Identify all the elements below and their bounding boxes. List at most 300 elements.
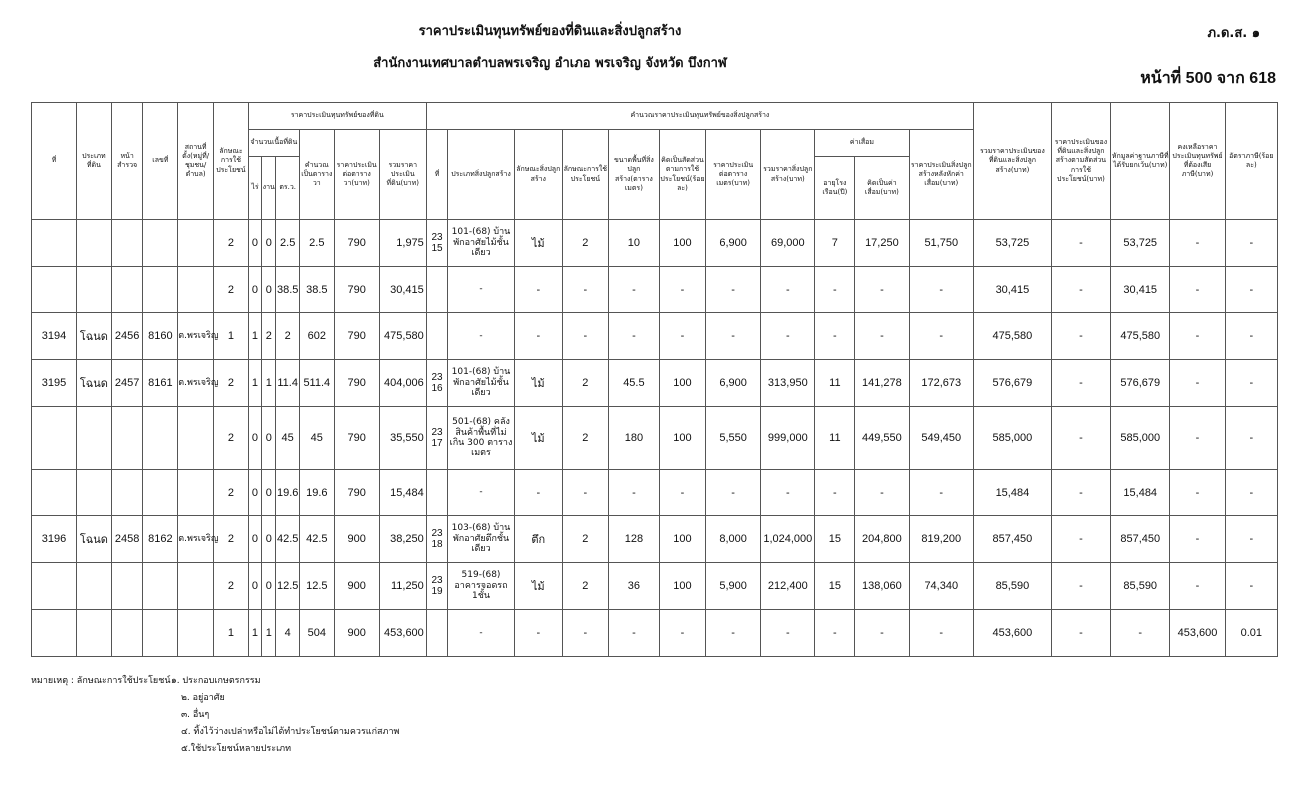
cell-land-type [77,610,112,657]
cell-rai: 1 [248,360,261,407]
col-land-total: รวมราคาประเมินที่ดิน(บาท) [379,130,426,220]
cell-share: - [1051,313,1110,360]
col-dep-amount: คิดเป็นค่าเสื่อม(บาท) [855,157,909,220]
cell-btype: - [448,470,514,516]
cell-btype: - [448,313,514,360]
cell-ngan: 0 [262,407,276,470]
cell-btotal: 212,400 [761,563,815,610]
table-row [32,220,1278,267]
cell-rate: - [1225,516,1277,563]
col-bld-price-sqm: ราคาประเมินต่อตารางเมตร(บาท) [705,130,760,220]
cell-land-total: 11,250 [379,563,426,610]
col-bld-type: ประเภทสิ่งปลูกสร้าง [448,130,514,220]
cell-sqwa: 45 [276,407,300,470]
cell-use: 2 [214,470,249,516]
cell-dep: 141,278 [855,360,909,407]
bld-no-line: 18 [431,539,443,550]
cell-no: 3194 [32,313,77,360]
cell-bkind: ตึก [514,516,562,563]
cell-no [32,610,77,657]
form-code: ภ.ด.ส. ๑ [1207,26,1260,41]
col-group-building: คำนวณราคาประเมินทุนทรัพย์ของสิ่งปลูกสร้าง [426,103,973,130]
cell-sqwa: 42.5 [276,516,300,563]
cell-total: 475,580 [974,313,1052,360]
cell-btype: - [448,267,514,313]
cell-bpct: - [659,313,705,360]
cell-barea: 10 [608,220,659,267]
cell-barea: - [608,470,659,516]
cell-calc: 19.6 [299,470,334,516]
cell-bkind: ไม้ [514,407,562,470]
cell-remain: - [1170,360,1225,407]
cell-bld-no [426,220,447,267]
bld-no-line: 23 [431,575,443,586]
cell-location: ต.พรเจริญ [178,516,214,563]
cell-bpct: 100 [659,360,705,407]
note-item: ๔. ทิ้งไว้ว่างเปล่าหรือไม่ได้ทำประโยชน์ตามควรแก่สภาพ [181,727,400,737]
cell-rate: - [1225,407,1277,470]
cell-bprice: - [705,267,760,313]
cell-dep: 449,550 [855,407,909,470]
cell-location [178,220,214,267]
cell-deduct: 53,725 [1111,220,1170,267]
cell-rai: 0 [248,220,261,267]
cell-page [111,407,143,470]
col-remaining: คงเหลือราคาประเมินทุนทรัพย์ที่ต้องเสียภาษี(บาท) [1170,103,1225,220]
table-row [32,610,1278,657]
cell-parcel: 8162 [143,516,178,563]
cell-price: 900 [334,563,379,610]
cell-ngan: 2 [262,313,276,360]
cell-dep: 17,250 [855,220,909,267]
cell-parcel [143,267,178,313]
cell-bld-no [426,470,447,516]
cell-after: 819,200 [909,516,974,563]
cell-btotal: 999,000 [761,407,815,470]
cell-total: 585,000 [974,407,1052,470]
col-bld-after-dep: ราคาประเมินสิ่งปลูกสร้างหลังหักค่าเสื่อม(บาท) [909,130,974,220]
cell-age: 7 [815,220,855,267]
col-ngan: งาน [262,157,276,220]
cell-age: 15 [815,516,855,563]
cell-ngan: 0 [262,563,276,610]
cell-after: 172,673 [909,360,974,407]
cell-parcel: 8160 [143,313,178,360]
cell-rai: 0 [248,267,261,313]
cell-buse: - [562,470,608,516]
cell-share: - [1051,267,1110,313]
cell-parcel [143,610,178,657]
cell-ngan: 1 [262,360,276,407]
cell-land-total: 453,600 [379,610,426,657]
cell-dep: - [855,267,909,313]
cell-bprice: - [705,610,760,657]
cell-after: - [909,267,974,313]
cell-age: - [815,313,855,360]
cell-rate: - [1225,360,1277,407]
cell-bkind: - [514,313,562,360]
cell-location [178,470,214,516]
cell-calc: 602 [299,313,334,360]
cell-total: 53,725 [974,220,1052,267]
cell-land-total: 38,250 [379,516,426,563]
cell-page: 2457 [111,360,143,407]
bld-no-line: 23 [431,372,443,383]
cell-remain: - [1170,313,1225,360]
cell-barea: - [608,267,659,313]
cell-use: 2 [214,267,249,313]
cell-total: 576,679 [974,360,1052,407]
cell-dep: 204,800 [855,516,909,563]
cell-age: - [815,267,855,313]
cell-bprice: 6,900 [705,360,760,407]
cell-location: ต.พรเจริญ [178,360,214,407]
col-bld-area: ขนาดพื้นที่สิ่งปลูกสร้าง(ตารางเมตร) [608,130,659,220]
cell-bld-no [426,610,447,657]
cell-parcel [143,407,178,470]
cell-remain: 453,600 [1170,610,1225,657]
col-bld-pct: คิดเป็นสัดส่วนตามการใช้ประโยชน์(ร้อยละ) [659,130,705,220]
bld-no-line: 15 [431,243,443,254]
cell-age: 11 [815,407,855,470]
cell-total: 85,590 [974,563,1052,610]
cell-dep: - [855,470,909,516]
cell-after: 549,450 [909,407,974,470]
cell-use: 2 [214,360,249,407]
cell-total: 453,600 [974,610,1052,657]
cell-bkind: - [514,610,562,657]
col-age: อายุโรงเรือน(ปี) [815,157,855,220]
cell-land-type [77,220,112,267]
col-sqwa: ตร.ว. [276,157,300,220]
cell-deduct: 30,415 [1111,267,1170,313]
cell-land-total: 30,415 [379,267,426,313]
cell-land-type [77,470,112,516]
cell-use: 2 [214,563,249,610]
cell-deduct: 576,679 [1111,360,1170,407]
cell-calc: 38.5 [299,267,334,313]
cell-page [111,470,143,516]
cell-sqwa: 38.5 [276,267,300,313]
cell-btotal: - [761,470,815,516]
cell-price: 790 [334,360,379,407]
cell-total: 15,484 [974,470,1052,516]
cell-btotal: - [761,610,815,657]
cell-rai: 1 [248,610,261,657]
cell-land-total: 15,484 [379,470,426,516]
col-land-use: ลักษณะการใช้ประโยชน์ [214,103,249,220]
cell-calc: 511.4 [299,360,334,407]
cell-bpct: - [659,470,705,516]
cell-use: 2 [214,220,249,267]
col-location: สถานที่ตั้ง(หมู่ที่/ชุมชน/ตำบล) [178,103,214,220]
cell-share: - [1051,470,1110,516]
cell-bpct: 100 [659,407,705,470]
note-item: ๓. อื่นๆ [181,710,210,720]
cell-dep: - [855,610,909,657]
cell-age: 11 [815,360,855,407]
cell-dep: 138,060 [855,563,909,610]
cell-btype: 501-(68) คลังสินค้าพื้นที่ไม่เกิน 300 ตารางเมตร [448,407,514,470]
cell-btype: 519-(68) อาคารจอดรถ 1ชั้น [448,563,514,610]
cell-ngan: 1 [262,610,276,657]
cell-share: - [1051,220,1110,267]
cell-land-type [77,267,112,313]
cell-calc: 504 [299,610,334,657]
note-item: ๑. ประกอบเกษตรกรรม [171,676,261,686]
cell-remain: - [1170,267,1225,313]
cell-location [178,267,214,313]
cell-rai: 0 [248,516,261,563]
cell-ngan: 0 [262,220,276,267]
assessment-table [31,102,1278,657]
cell-ngan: 0 [262,267,276,313]
cell-remain: - [1170,470,1225,516]
cell-btotal: 69,000 [761,220,815,267]
cell-total: 30,415 [974,267,1052,313]
cell-bpct: - [659,610,705,657]
cell-share: - [1051,360,1110,407]
cell-bkind: ไม้ [514,563,562,610]
cell-bprice: 6,900 [705,220,760,267]
cell-location [178,563,214,610]
cell-age: - [815,470,855,516]
cell-bprice: 5,550 [705,407,760,470]
col-group-depreciation: ค่าเสื่อม [815,130,909,157]
cell-no: 3195 [32,360,77,407]
cell-barea: 36 [608,563,659,610]
col-price-per-sqwa: ราคาประเมินต่อตารางวา(บาท) [334,130,379,220]
cell-parcel [143,470,178,516]
cell-no [32,220,77,267]
cell-price: 900 [334,610,379,657]
cell-share: - [1051,516,1110,563]
table-body [32,220,1278,657]
cell-after: - [909,313,974,360]
col-share-price: ราคาประเมินของที่ดินและสิ่งปลูกสร้างตามสัดส่วนการใช้ประโยชน์(บาท) [1051,103,1110,220]
cell-dep: - [855,313,909,360]
col-tax-rate: อัตราภาษี(ร้อยละ) [1225,103,1277,220]
cell-location [178,610,214,657]
cell-remain: - [1170,220,1225,267]
cell-no [32,407,77,470]
col-total-price: รวมราคาประเมินของที่ดินและสิ่งปลูกสร้าง(บาท) [974,103,1052,220]
col-deduction: หักมูลค่าฐานภาษีที่ได้รับยกเว้น(บาท) [1111,103,1170,220]
cell-use: 2 [214,516,249,563]
cell-page: 2456 [111,313,143,360]
cell-parcel [143,220,178,267]
cell-after: - [909,610,974,657]
cell-buse: 2 [562,407,608,470]
cell-btotal: 313,950 [761,360,815,407]
cell-land-total: 35,550 [379,407,426,470]
cell-deduct: 15,484 [1111,470,1170,516]
cell-page [111,267,143,313]
cell-btotal: 1,024,000 [761,516,815,563]
cell-no [32,267,77,313]
cell-land-type [77,563,112,610]
cell-after: 74,340 [909,563,974,610]
cell-calc: 45 [299,407,334,470]
cell-bld-no [426,360,447,407]
notes [31,673,399,758]
cell-rai: 0 [248,470,261,516]
cell-land-type: โฉนด [77,360,112,407]
cell-buse: 2 [562,563,608,610]
cell-btotal: - [761,313,815,360]
cell-btype: 103-(68) บ้านพักอาศัยตึกชั้นเดียว [448,516,514,563]
cell-after: - [909,470,974,516]
cell-barea: 180 [608,407,659,470]
cell-sqwa: 4 [276,610,300,657]
bld-no-line: 23 [431,427,443,438]
table-row [32,516,1278,563]
cell-barea: 128 [608,516,659,563]
cell-rate: - [1225,313,1277,360]
col-rai: ไร่ [248,157,261,220]
cell-land-type [77,407,112,470]
cell-bld-no [426,407,447,470]
col-bld-no: ที่ [426,130,447,220]
col-bld-use: ลักษณะการใช้ประโยชน์ [562,130,608,220]
page-indicator: หน้าที่ 500 จาก 618 [1140,70,1276,87]
cell-remain: - [1170,516,1225,563]
cell-share: - [1051,563,1110,610]
cell-land-total: 1,975 [379,220,426,267]
cell-bkind: - [514,267,562,313]
cell-deduct: - [1111,610,1170,657]
cell-bld-no [426,563,447,610]
cell-page: 2458 [111,516,143,563]
cell-price: 900 [334,516,379,563]
cell-location [178,407,214,470]
cell-buse: - [562,313,608,360]
bld-no-line: 23 [431,528,443,539]
report-title: ราคาประเมินทุนทรัพย์ของที่ดินและสิ่งปลูกสร้าง [418,24,682,39]
cell-share: - [1051,407,1110,470]
cell-rate: - [1225,470,1277,516]
cell-ngan: 0 [262,470,276,516]
cell-barea: - [608,313,659,360]
cell-page [111,563,143,610]
note-item: ๕.ใช้ประโยชน์หลายประเภท [181,744,292,754]
cell-bpct: - [659,267,705,313]
cell-bprice: - [705,313,760,360]
cell-btype: - [448,610,514,657]
cell-age: - [815,610,855,657]
cell-deduct: 85,590 [1111,563,1170,610]
cell-ngan: 0 [262,516,276,563]
cell-buse: 2 [562,516,608,563]
table-row [32,470,1278,516]
cell-bpct: 100 [659,220,705,267]
note-item: ๒. อยู่อาศัย [181,693,225,703]
col-survey-page: หน้าสำรวจ [111,103,143,220]
cell-rate: - [1225,563,1277,610]
cell-bpct: 100 [659,516,705,563]
cell-calc: 2.5 [299,220,334,267]
cell-use: 2 [214,407,249,470]
report-subtitle: สำนักงานเทศบาลตำบลพรเจริญ อำเภอ พรเจริญ จังหวัด บึงกาฬ [373,56,727,71]
cell-deduct: 857,450 [1111,516,1170,563]
cell-rate: 0.01 [1225,610,1277,657]
cell-buse: - [562,267,608,313]
cell-bkind: ไม้ [514,220,562,267]
cell-bpct: 100 [659,563,705,610]
cell-rate: - [1225,267,1277,313]
bld-no-line: 19 [431,586,443,597]
table-row [32,563,1278,610]
cell-price: 790 [334,220,379,267]
cell-age: 15 [815,563,855,610]
col-parcel-no: เลขที่ [143,103,178,220]
col-group-land: ราคาประเมินทุนทรัพย์ของที่ดิน [248,103,426,130]
cell-parcel: 8161 [143,360,178,407]
cell-remain: - [1170,407,1225,470]
cell-no: 3196 [32,516,77,563]
cell-use: 1 [214,313,249,360]
cell-btype: 101-(68) บ้านพักอาศัยไม้ชั้นเดียว [448,220,514,267]
cell-price: 790 [334,470,379,516]
cell-sqwa: 11.4 [276,360,300,407]
col-calc-sqwa: คำนวณเป็นตารางวา [299,130,334,220]
cell-sqwa: 2 [276,313,300,360]
cell-sqwa: 19.6 [276,470,300,516]
table-row [32,267,1278,313]
cell-barea: 45.5 [608,360,659,407]
cell-bprice: 8,000 [705,516,760,563]
cell-price: 790 [334,407,379,470]
cell-btype: 101-(68) บ้านพักอาศัยไม้ชั้นเดียว [448,360,514,407]
cell-rai: 0 [248,407,261,470]
cell-bld-no [426,267,447,313]
bld-no-line: 17 [431,438,443,449]
table-row [32,313,1278,360]
cell-rai: 1 [248,313,261,360]
cell-bkind: - [514,470,562,516]
col-no: ที่ [32,103,77,220]
cell-land-type: โฉนด [77,516,112,563]
cell-page [111,220,143,267]
cell-remain: - [1170,563,1225,610]
cell-sqwa: 2.5 [276,220,300,267]
cell-land-total: 475,580 [379,313,426,360]
cell-buse: 2 [562,220,608,267]
table-row [32,360,1278,407]
cell-deduct: 585,000 [1111,407,1170,470]
cell-no [32,563,77,610]
bld-no-line: 16 [431,383,443,394]
cell-calc: 42.5 [299,516,334,563]
cell-sqwa: 12.5 [276,563,300,610]
col-group-area: จำนวนเนื้อที่ดิน [248,130,299,157]
cell-price: 790 [334,267,379,313]
cell-rate: - [1225,220,1277,267]
bld-no-line: 23 [431,232,443,243]
cell-barea: - [608,610,659,657]
cell-buse: - [562,610,608,657]
cell-location: ต.พรเจริญ [178,313,214,360]
cell-land-total: 404,006 [379,360,426,407]
cell-share: - [1051,610,1110,657]
cell-total: 857,450 [974,516,1052,563]
cell-price: 790 [334,313,379,360]
cell-calc: 12.5 [299,563,334,610]
cell-parcel [143,563,178,610]
cell-after: 51,750 [909,220,974,267]
cell-deduct: 475,580 [1111,313,1170,360]
cell-rai: 0 [248,563,261,610]
